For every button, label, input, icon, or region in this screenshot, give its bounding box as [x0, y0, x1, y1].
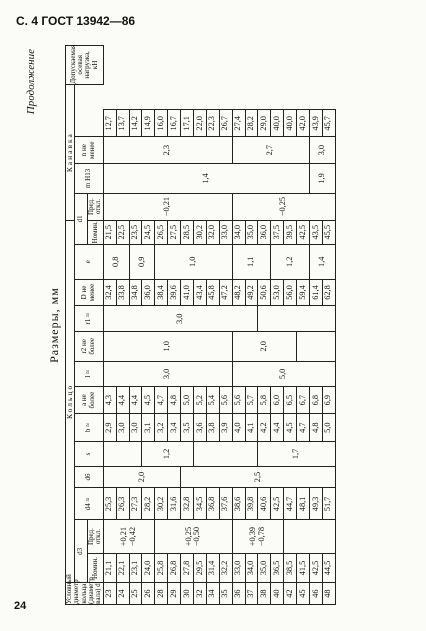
table-cell: 2,7: [232, 137, 309, 164]
table-cell: 31,4: [206, 553, 219, 582]
col-header-d3-tolerance: Пред. откл.: [88, 520, 104, 553]
table-cell: 35: [219, 583, 232, 605]
table-cell: 45: [297, 583, 310, 605]
col-header-d6: d6: [74, 466, 103, 488]
table-cell: 3,6: [193, 414, 206, 442]
table-cell: 5,0: [322, 414, 335, 442]
table-cell: 28,5: [181, 220, 194, 244]
dimensions-table: [65, 45, 336, 605]
table-cell: 61,4: [309, 279, 322, 306]
table-cell: 45,5: [322, 220, 335, 244]
table-cell: 26: [142, 583, 155, 605]
table-cell: 12,7: [103, 110, 116, 137]
table-cell: 27,4: [232, 110, 245, 137]
table-cell: 1,9: [309, 164, 335, 193]
table-cell: 28: [155, 583, 168, 605]
col-header-d1-nominal: Номин.: [88, 220, 104, 244]
table-cell: 32,4: [103, 279, 116, 306]
table-cell: 26,8: [168, 553, 181, 582]
table-cell: 37,6: [219, 488, 232, 520]
col-header-r2: r2 не более: [74, 332, 103, 361]
table-cell: 6,9: [322, 387, 335, 414]
table-row: [103, 46, 116, 605]
table-cell: 38: [258, 583, 271, 605]
table-cell: −0,21: [103, 193, 232, 220]
table-cell: 46: [309, 583, 322, 605]
table-cell: 35,0: [258, 553, 271, 582]
table-cell: 40: [271, 583, 284, 605]
table-title: Размеры, мм: [47, 287, 61, 363]
col-header-b: b ≈: [74, 414, 103, 442]
table-cell: 3,0: [103, 306, 258, 332]
table-cell: 4,8: [309, 414, 322, 442]
table-cell: 4,2: [258, 414, 271, 442]
table-cell: 0,8: [103, 244, 129, 279]
table-cell: 35,0: [245, 220, 258, 244]
table-cell: 34,5: [193, 488, 206, 520]
table-cell: 32,0: [206, 220, 219, 244]
table-cell: 26,3: [116, 488, 129, 520]
table-cell: 2,3: [103, 137, 232, 164]
table-cell: 26,5: [155, 220, 168, 244]
table-cell: 4,8: [168, 387, 181, 414]
table-cell: 33,8: [116, 279, 129, 306]
table-cell: 31,6: [168, 488, 181, 520]
table-cell: 1,0: [103, 332, 232, 361]
table-cell: 38,6: [232, 488, 245, 520]
table-cell: 37,5: [271, 220, 284, 244]
table-cell: 4,7: [155, 387, 168, 414]
table-cell: 36,0: [142, 279, 155, 306]
table-cell: 4,5: [284, 414, 297, 442]
table-cell: 4,1: [245, 414, 258, 442]
table-cell: 1,0: [155, 244, 232, 279]
table-cell: 3,0: [129, 414, 142, 442]
table-cell: 5,2: [193, 387, 206, 414]
table-cell: 6,7: [297, 387, 310, 414]
col-header-s: s: [74, 442, 103, 466]
table-cell: 27,5: [168, 220, 181, 244]
table-cell: +0,25 −0,50: [155, 520, 232, 553]
table-cell: 42,0: [297, 110, 310, 137]
table-cell: 59,4: [297, 279, 310, 306]
table-cell: [103, 442, 142, 466]
col-header-a: a не более: [74, 387, 103, 414]
table-cell: 32,8: [181, 488, 194, 520]
table-cell: 1,1: [232, 244, 271, 279]
table-cell: 4,7: [297, 414, 310, 442]
table-cell: 3,0: [103, 361, 232, 387]
table-cell: 49,2: [245, 279, 258, 306]
table-cell: 43,4: [193, 279, 206, 306]
table-cell: 2,0: [103, 466, 180, 488]
table-cell: 3,0: [309, 137, 335, 164]
col-header-nominal-diameter: Условный диаметр кольца (диаметр вала) d: [65, 574, 103, 604]
table-cell: 3,0: [116, 414, 129, 442]
group-header-groove: Канавка: [66, 84, 75, 220]
table-cell: 36,0: [258, 220, 271, 244]
col-header-l: l ≈: [74, 361, 103, 387]
table-cell: 34,0: [245, 553, 258, 582]
table-cell: 34: [206, 583, 219, 605]
table-cell: 1,4: [309, 244, 335, 279]
table-cell: 6,0: [271, 387, 284, 414]
table-cell: 17,1: [181, 110, 194, 137]
table-cell: 4,4: [271, 414, 284, 442]
table-cell: 2,0: [232, 332, 296, 361]
table-cell: 4,5: [142, 387, 155, 414]
table-cell: 33,0: [232, 553, 245, 582]
table-cell: 4,4: [129, 387, 142, 414]
col-header-d3-nominal: Номин.: [88, 553, 104, 582]
table-cell: 13,7: [116, 110, 129, 137]
table-cell: 41,0: [181, 279, 194, 306]
col-header-d3: d3: [74, 520, 87, 583]
table-cell: 29: [168, 583, 181, 605]
table-cell: +0,21 −0,42: [103, 520, 155, 553]
col-header-D: D не менее: [74, 279, 103, 306]
table-cell: 24: [116, 583, 129, 605]
table-cell: 38,4: [155, 279, 168, 306]
rotated-table-area: [25, 45, 401, 605]
table-cell: 34,0: [232, 220, 245, 244]
table-cell: [297, 332, 336, 361]
table-cell: 29,5: [193, 553, 206, 582]
table-cell: 1,4: [103, 164, 309, 193]
table-cell: 41,5: [297, 553, 310, 582]
table-cell: 45,7: [322, 110, 335, 137]
table-cell: 21,1: [103, 553, 116, 582]
table-cell: 5,7: [245, 387, 258, 414]
table-cell: 32,2: [219, 553, 232, 582]
table-cell: 5,6: [232, 387, 245, 414]
table-cell: 36: [232, 583, 245, 605]
table-cell: 3,2: [155, 414, 168, 442]
table-cell: 36,5: [271, 553, 284, 582]
table-cell: 28,2: [245, 110, 258, 137]
page-number: 24: [14, 600, 27, 612]
table-cell: 47,2: [219, 279, 232, 306]
table-cell: 32: [193, 583, 206, 605]
table-cell: 49,3: [309, 488, 322, 520]
table-cell: 33,0: [219, 220, 232, 244]
table-cell: 38,5: [284, 553, 297, 582]
table-cell: 25,3: [103, 488, 116, 520]
table-cell: 43,9: [309, 110, 322, 137]
table-cell: 34,8: [129, 279, 142, 306]
table-cell: 29,0: [258, 110, 271, 137]
table-cell: 28,2: [142, 488, 155, 520]
table-cell: 14,2: [129, 110, 142, 137]
table-cell: 27,8: [181, 553, 194, 582]
table-cell: 40,0: [284, 110, 297, 137]
col-header-d4: d4 ≈: [74, 488, 103, 520]
table-cell: 2,9: [103, 414, 116, 442]
table-cell: 42: [284, 583, 297, 605]
table-cell: 44,5: [322, 553, 335, 582]
table-cell: 5,4: [206, 387, 219, 414]
table-cell: 44,7: [284, 488, 297, 520]
table-cell: 39,8: [245, 488, 258, 520]
table-cell: 56,0: [284, 279, 297, 306]
table-cell: 30,2: [155, 488, 168, 520]
table-cell: 25: [129, 583, 142, 605]
continuation-label: Продолжение: [25, 49, 37, 115]
table-cell: 1,7: [258, 442, 335, 466]
table-cell: 6,5: [284, 387, 297, 414]
table-cell: 37: [245, 583, 258, 605]
table-cell: 23,5: [129, 220, 142, 244]
table-cell: 24,0: [142, 553, 155, 582]
table-cell: 51,7: [322, 488, 335, 520]
table-cell: 0,9: [129, 244, 155, 279]
table-cell: 4,3: [103, 387, 116, 414]
table-cell: 22,0: [193, 110, 206, 137]
table-cell: 6,8: [309, 387, 322, 414]
table-cell: 24,5: [142, 220, 155, 244]
table-cell: 39,6: [168, 279, 181, 306]
col-header-d1: d1: [74, 193, 87, 244]
table-cell: 14,9: [142, 110, 155, 137]
col-header-load: Допускаемая осевая нагрузка, кН: [66, 46, 104, 85]
table-cell: [258, 306, 335, 332]
table-cell: [193, 442, 257, 466]
table-cell: 16,7: [168, 110, 181, 137]
table-cell: 3,5: [181, 414, 194, 442]
table-cell: 30,2: [193, 220, 206, 244]
table-cell: 27,3: [129, 488, 142, 520]
col-header-e: e: [74, 244, 103, 279]
col-header-r1: r1 ≈: [74, 306, 103, 332]
table-cell: 3,1: [142, 414, 155, 442]
table-cell: 4,4: [116, 387, 129, 414]
col-header-m: m H13: [74, 164, 103, 193]
table-cell: 5,6: [219, 387, 232, 414]
table-cell: 42,5: [309, 553, 322, 582]
table-cell: 48: [322, 583, 335, 605]
table-cell: 1,2: [142, 442, 194, 466]
table-cell: 3,9: [219, 414, 232, 442]
table-cell: 5,8: [258, 387, 271, 414]
table-cell: 36,8: [206, 488, 219, 520]
table-cell: −0,25: [232, 193, 335, 220]
table-cell: 40,0: [271, 110, 284, 137]
table-cell: 2,5: [181, 466, 336, 488]
table-cell: 1,2: [271, 244, 310, 279]
table-cell: 23,1: [129, 553, 142, 582]
table-cell: 22,3: [206, 110, 219, 137]
table-cell: 39,5: [284, 220, 297, 244]
table-cell: 30: [181, 583, 194, 605]
table-cell: [284, 520, 336, 553]
table-cell: 43,5: [309, 220, 322, 244]
table-cell: 22,1: [116, 553, 129, 582]
table-cell: 53,0: [271, 279, 284, 306]
table-cell: 16,0: [155, 110, 168, 137]
table-cell: 42,5: [297, 220, 310, 244]
table-cell: 3,8: [206, 414, 219, 442]
table-cell: 48,2: [232, 279, 245, 306]
table-cell: 21,5: [103, 220, 116, 244]
table-cell: 25,8: [155, 553, 168, 582]
table-cell: 3,4: [168, 414, 181, 442]
table-cell: 5,0: [181, 387, 194, 414]
group-header-ring: Кольцо: [66, 220, 75, 583]
table-cell: 62,8: [322, 279, 335, 306]
table-cell: 42,5: [271, 488, 284, 520]
table-cell: 26,7: [219, 110, 232, 137]
table-cell: 45,8: [206, 279, 219, 306]
table-cell: 40,6: [258, 488, 271, 520]
table-cell: 50,6: [258, 279, 271, 306]
table-cell: 48,1: [297, 488, 310, 520]
running-header: С. 4 ГОСТ 13942—86: [16, 14, 136, 28]
col-header-n: n не менее: [74, 137, 103, 164]
table-cell: 23: [103, 583, 116, 605]
table-cell: 4,0: [232, 414, 245, 442]
table-cell: +0,39 −0,78: [232, 520, 284, 553]
table-cell: 22,5: [116, 220, 129, 244]
col-header-d1-tolerance: Пред. откл.: [88, 193, 104, 220]
table-cell: 5,0: [232, 361, 335, 387]
